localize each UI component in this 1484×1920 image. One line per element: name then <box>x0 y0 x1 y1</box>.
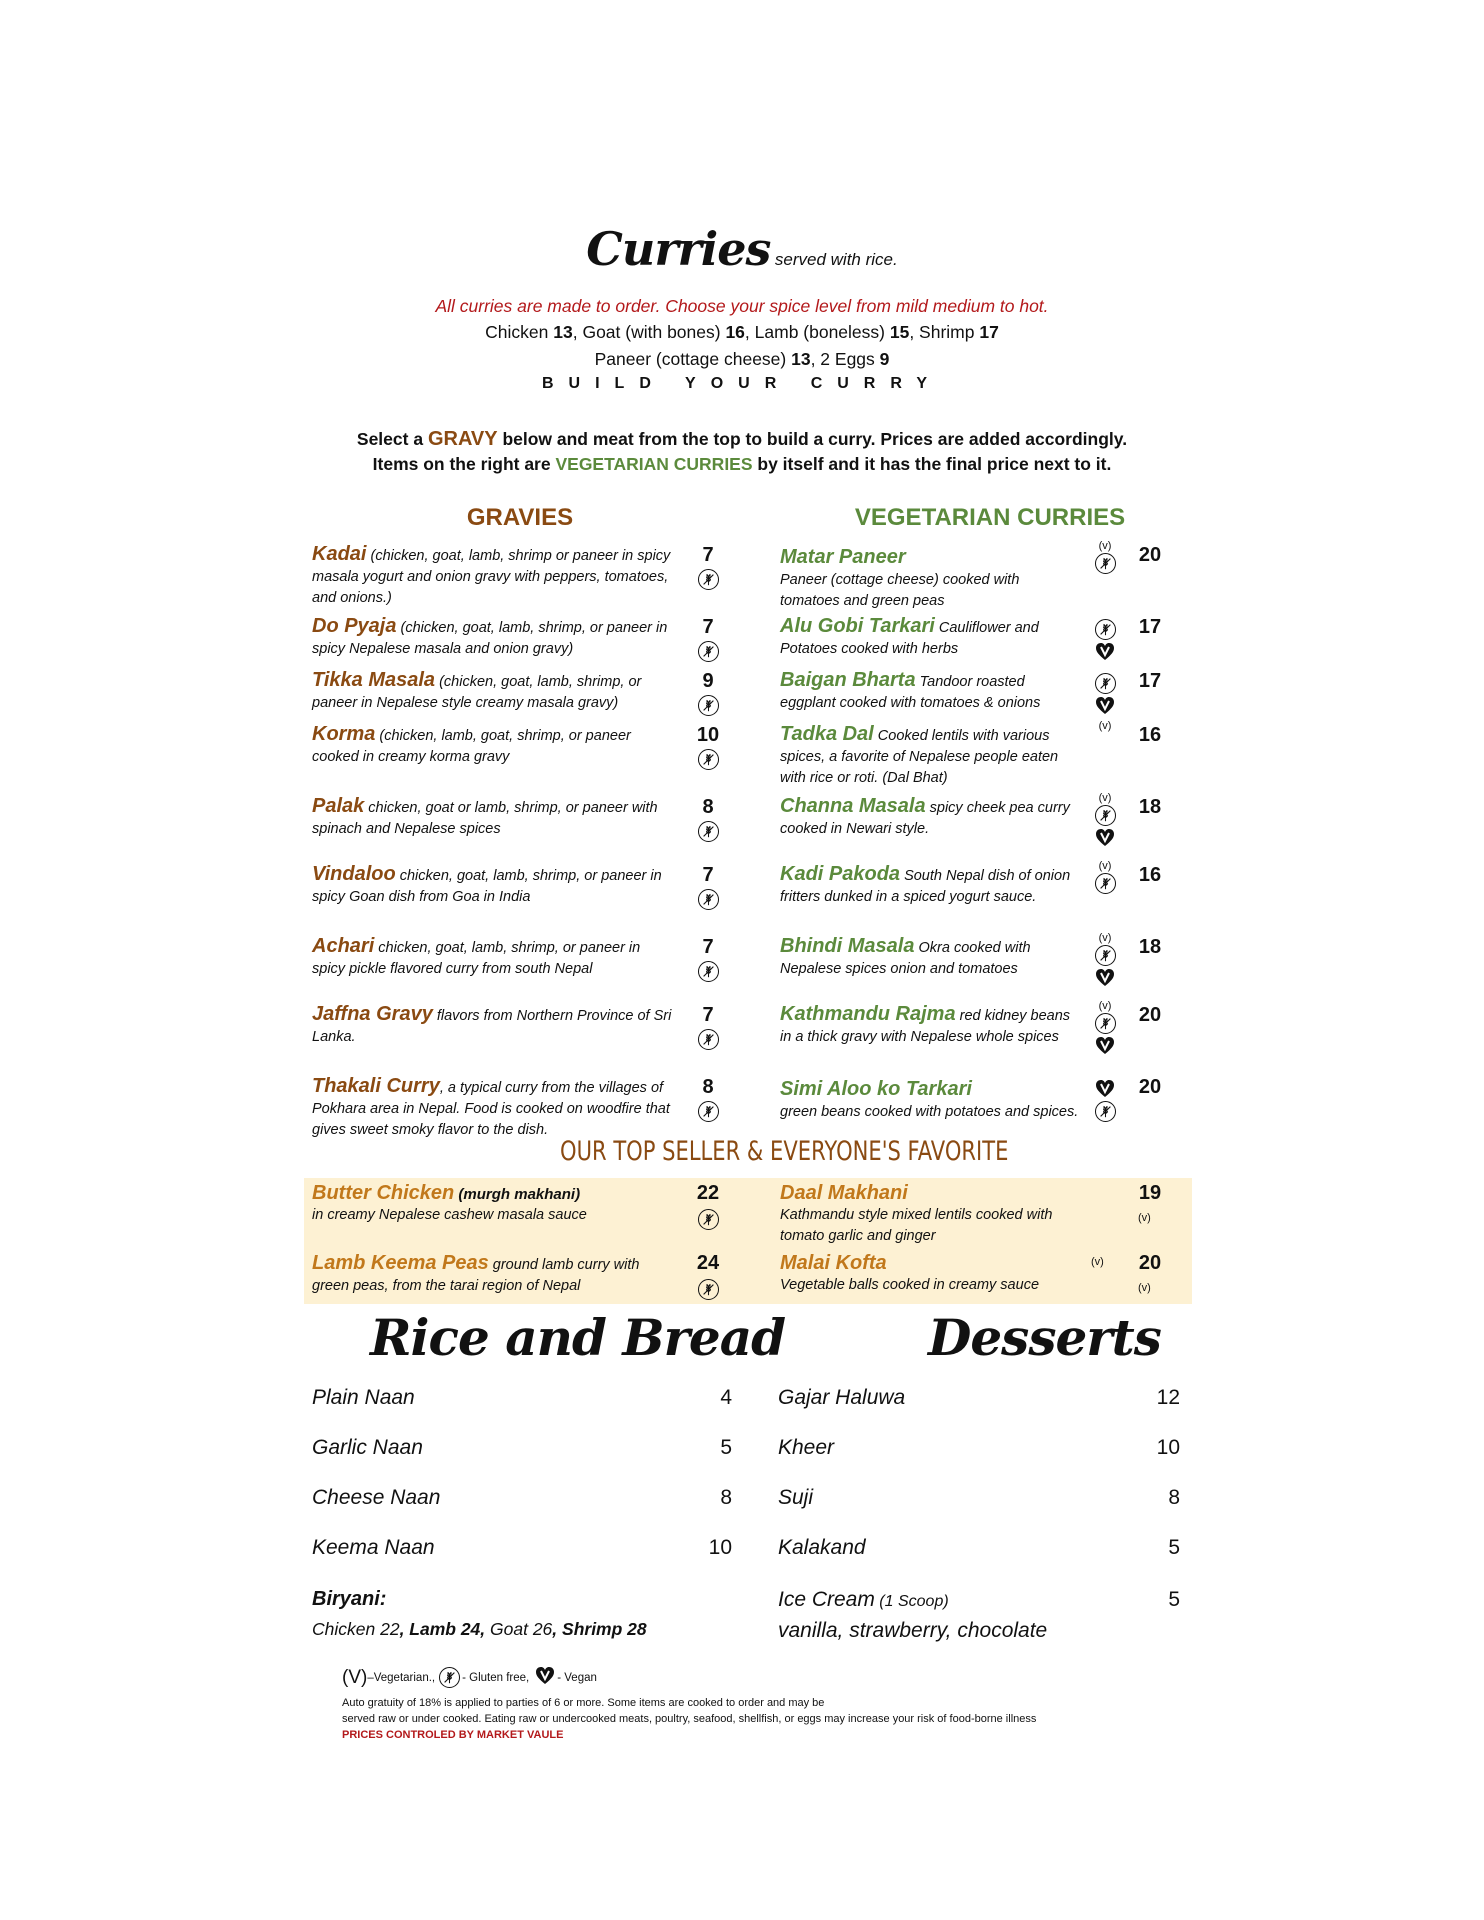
veg-price: 20 <box>1138 1076 1162 1098</box>
vegan-icon <box>1095 968 1115 988</box>
vegetarian-mark: (v) <box>1098 1000 1112 1012</box>
rice-bread-item-name: Keema Naan <box>312 1536 435 1559</box>
item-description: chicken, goat, lamb, shrimp, or paneer in spicy Goan dish from Goa in India <box>312 868 662 905</box>
item-name: Butter Chicken <box>312 1182 455 1204</box>
rice-bread-item-price: 5 <box>720 1436 732 1459</box>
ice-cream-price: 5 <box>1168 1588 1180 1611</box>
gravy-diet-icons <box>695 694 721 717</box>
raw-food-warning: served raw or under cooked. Eating raw or undercooked meats, poultry, seafood, shellfish, or eggs may increase your risk of food-borne illness <box>342 1713 1037 1725</box>
item-description: Tandoor roasted eggplant cooked with tomatoes & onions <box>780 674 1041 711</box>
item-name: Tikka Masala <box>312 669 436 691</box>
dessert-item-price: 8 <box>1168 1486 1180 1509</box>
gravy-price: 9 <box>702 670 714 692</box>
dessert-item-price: 10 <box>1156 1436 1180 1459</box>
instruction-line2: Items on the right are VEGETARIAN CURRIES by itself and it has the final price next to it. <box>372 454 1112 474</box>
vegan-icon <box>1095 696 1115 716</box>
item-description: Cooked lentils with various spices, a favorite of Nepalese people eaten with rice or roti. (Dal Bhat) <box>780 728 1059 786</box>
veg-price: 16 <box>1138 864 1162 886</box>
item-description: chicken, goat, lamb, shrimp, or paneer in spicy pickle flavored curry from south Nepal <box>312 940 641 977</box>
gluten-free-icon <box>1095 1101 1116 1122</box>
item-name: Kadi Pakoda <box>780 863 901 885</box>
rice-bread-item-price: 10 <box>708 1536 732 1559</box>
veg-price: 18 <box>1138 936 1162 958</box>
veg-item <box>780 1004 1080 1048</box>
gravy-diet-icons <box>695 1100 721 1123</box>
gluten-free-icon <box>698 749 719 770</box>
rice-bread-heading: Rice and Bread <box>370 1308 786 1367</box>
item-description: South Nepal dish of onion fritters dunked in a spiced yogurt sauce. <box>780 868 1071 905</box>
item-name: Thakali Curry <box>312 1075 440 1097</box>
rice-bread-item-price: 4 <box>720 1386 732 1409</box>
veg-item <box>780 796 1080 840</box>
page-title: Curries <box>586 222 771 276</box>
order-notice: All curries are made to order. Choose your spice level from mild medium to hot. <box>435 296 1049 316</box>
item-name: Malai Kofta <box>780 1252 887 1274</box>
vegetarian-heading: VEGETARIAN CURRIES <box>854 504 1126 531</box>
lamb-keema-item: Lamb Keema Peas ground lamb curry with green peas, from the tarai region of Nepal <box>312 1252 692 1297</box>
vegetarian-mark: (v) <box>1098 540 1112 552</box>
item-name: Korma <box>312 723 376 745</box>
item-name: Do Pyaja <box>312 615 397 637</box>
rice-bread-item-name: Cheese Naan <box>312 1486 441 1509</box>
gravy-diet-icons <box>695 748 721 771</box>
gluten-free-icon <box>698 695 719 716</box>
gratuity-note: Auto gratuity of 18% is applied to parties of 6 or more. Some items are cooked to order and may be <box>342 1697 825 1709</box>
gravy-item <box>312 670 677 714</box>
gravy-price: 7 <box>702 544 714 566</box>
item-description: green peas, from the tarai region of Nepal <box>312 1278 581 1294</box>
item-name: Bhindi Masala <box>780 935 915 957</box>
gravy-diet-icons <box>695 1028 721 1051</box>
gravy-price: 10 <box>696 724 720 746</box>
gluten-free-icon <box>698 961 719 982</box>
item-name: Vindaloo <box>312 863 396 885</box>
dessert-item-name: Kheer <box>778 1436 835 1459</box>
gluten-free-icon <box>1095 1013 1116 1034</box>
item-description: (chicken, goat, lamb, shrimp, or paneer in Nepalese style creamy masala gravy) <box>312 674 642 711</box>
item-description: Cauliflower and Potatoes cooked with herbs <box>780 620 1039 657</box>
gluten-free-icon <box>439 1667 460 1688</box>
gravy-price: 8 <box>702 796 714 818</box>
item-description: Okra cooked with Nepalese spices onion and tomatoes <box>780 940 1031 977</box>
daal-makhani-price: 19 <box>1138 1182 1162 1204</box>
item-description: (chicken, lamb, goat, shrimp, or paneer cooked in creamy korma gravy <box>312 728 631 765</box>
gluten-free-icon <box>698 1279 719 1300</box>
market-price-note: PRICES CONTROLED BY MARKET VAULE <box>342 1729 564 1741</box>
vegetarian-mark: (v) <box>1098 720 1112 732</box>
vegan-icon <box>1095 1036 1115 1056</box>
item-description: in creamy Nepalese cashew masala sauce <box>312 1207 587 1223</box>
gluten-free-icon <box>698 641 719 662</box>
gravy-diet-icons <box>695 888 721 911</box>
gravy-diet-icons <box>695 820 721 843</box>
veg-diet-icons <box>1092 672 1118 717</box>
veg-diet-icons <box>1092 932 1118 989</box>
gravy-item <box>312 1004 677 1048</box>
item-description: Vegetable balls cooked in creamy sauce <box>780 1277 1040 1293</box>
vegetarian-mark: (v) <box>1098 860 1112 872</box>
item-name: Palak <box>312 795 365 817</box>
item-description: flavors from Northern Province of Sri Lanka. <box>312 1008 672 1045</box>
dessert-item-price: 5 <box>1168 1536 1180 1559</box>
gravy-price: 7 <box>702 616 714 638</box>
butter-chicken-icons <box>695 1208 721 1231</box>
veg-price: 16 <box>1138 724 1162 746</box>
item-description: (chicken, goat, lamb, shrimp or paneer in spicy masala yogurt and onion gravy with peppers, tomatoes, and onions.) <box>312 548 671 606</box>
gluten-free-icon <box>698 889 719 910</box>
veg-item <box>780 864 1080 908</box>
vegetarian-mark: (v) <box>1091 1256 1104 1268</box>
item-name: Channa Masala <box>780 795 926 817</box>
gravy-diet-icons <box>695 960 721 983</box>
butter-chicken-price: 22 <box>696 1182 720 1204</box>
veg-diet-icons <box>1092 618 1118 663</box>
vegetarian-mark: (v) <box>1098 932 1112 944</box>
item-description: spicy cheek pea curry cooked in Newari style. <box>780 800 1070 837</box>
gravy-price: 8 <box>702 1076 714 1098</box>
ice-cream-flavors: vanilla, strawberry, chocolate <box>778 1619 1048 1642</box>
gluten-free-icon <box>1095 553 1116 574</box>
gluten-free-icon <box>1095 805 1116 826</box>
veg-price: 20 <box>1138 1004 1162 1026</box>
gluten-free-icon <box>698 821 719 842</box>
item-description: green beans cooked with potatoes and spices. <box>780 1104 1079 1120</box>
veg-item <box>780 670 1080 714</box>
veg-diet-icons <box>1092 1078 1118 1123</box>
dessert-item-name: Kalakand <box>778 1536 866 1559</box>
gravies-heading: GRAVIES <box>466 504 574 531</box>
gluten-free-icon <box>1095 619 1116 640</box>
gravy-item <box>312 864 677 908</box>
veg-diet-icons <box>1092 860 1118 895</box>
vegetarian-mark: (v) <box>1138 1212 1151 1224</box>
biryani-label: Biryani: <box>312 1588 387 1610</box>
rice-bread-item-price: 8 <box>720 1486 732 1509</box>
gravy-item <box>312 544 677 609</box>
veg-item <box>780 1076 1080 1123</box>
veg-item <box>780 724 1080 789</box>
veg-price: 20 <box>1138 544 1162 566</box>
dessert-item-name: Suji <box>778 1486 814 1509</box>
veg-price: 17 <box>1138 616 1162 638</box>
item-name: Kathmandu Rajma <box>780 1003 956 1025</box>
gluten-free-icon <box>698 1029 719 1050</box>
veg-diet-icons <box>1092 792 1118 849</box>
butter-chicken-item: Butter Chicken (murgh makhani) in creamy Nepalese cashew masala sauce <box>312 1182 692 1226</box>
desserts-heading: Desserts <box>928 1308 1161 1367</box>
daal-makhani-item <box>780 1182 1100 1247</box>
lamb-keema-price: 24 <box>696 1252 720 1274</box>
vegan-icon <box>1095 642 1115 662</box>
item-name: Daal Makhani <box>780 1182 908 1204</box>
item-description: chicken, goat or lamb, shrimp, or paneer with spinach and Nepalese spices <box>312 800 658 837</box>
gluten-free-icon <box>698 1209 719 1230</box>
gravy-price: 7 <box>702 1004 714 1026</box>
malai-kofta-item <box>780 1252 1100 1296</box>
meat-prices-line1: Chicken 13, Goat (with bones) 16, Lamb (boneless) 15, Shrimp 17 <box>485 322 999 342</box>
rice-bread-item-name: Garlic Naan <box>312 1436 423 1459</box>
gravy-item <box>312 936 677 980</box>
item-name: Matar Paneer <box>780 546 906 568</box>
gluten-free-icon <box>698 1101 719 1122</box>
veg-diet-icons <box>1092 1000 1118 1057</box>
veg-price: 17 <box>1138 670 1162 692</box>
rice-bread-item-name: Plain Naan <box>312 1386 415 1409</box>
gravy-item <box>312 616 677 660</box>
build-your-curry: BUILD YOUR CURRY <box>541 375 942 392</box>
item-name: Lamb Keema Peas <box>312 1252 489 1274</box>
gravy-item <box>312 724 677 768</box>
biryani-prices: Chicken 22, Lamb 24, Goat 26, Shrimp 28 <box>312 1619 647 1639</box>
veg-item <box>780 936 1080 980</box>
dessert-item-price: 12 <box>1156 1386 1180 1409</box>
dessert-item-name: Gajar Haluwa <box>778 1386 906 1409</box>
gluten-free-icon <box>698 569 719 590</box>
vegan-icon <box>535 1666 555 1689</box>
item-name: Tadka Dal <box>780 723 874 745</box>
item-description: Paneer (cottage cheese) cooked with tomatoes and green peas <box>780 572 1020 609</box>
vegetarian-mark: (v) <box>1098 792 1112 804</box>
page-header <box>0 222 1484 276</box>
item-name: Baigan Bharta <box>780 669 916 691</box>
gluten-free-icon <box>1095 873 1116 894</box>
vegan-icon <box>1095 828 1115 848</box>
lamb-keema-icons <box>695 1278 721 1301</box>
item-name: Simi Aloo ko Tarkari <box>780 1078 972 1100</box>
legend: (V) –Vegetarian., - Gluten free, - Vegan <box>342 1666 597 1688</box>
item-name: Achari <box>312 935 375 957</box>
item-description: Kathmandu style mixed lentils cooked with tomato garlic and ginger <box>780 1207 1053 1244</box>
gravy-price: 7 <box>702 936 714 958</box>
item-description: , a typical curry from the villages of Pokhara area in Nepal. Food is cooked on woodfire that gives sweet smoky flavor to the dish. <box>312 1080 670 1138</box>
item-name: Kadai <box>312 543 367 565</box>
malai-kofta-price: 20 <box>1138 1252 1162 1274</box>
gravy-diet-icons <box>695 568 721 591</box>
veg-diet-icons <box>1092 720 1118 732</box>
favorites-heading: OUR TOP SELLER & EVERYONE'S FAVORITE <box>560 1136 1009 1167</box>
page-subtitle: served with rice. <box>774 250 898 269</box>
legend-v: (V) <box>342 1666 368 1688</box>
gravy-diet-icons <box>695 640 721 663</box>
gravy-item <box>312 796 677 840</box>
gluten-free-icon <box>1095 945 1116 966</box>
vegan-icon <box>1095 1079 1115 1099</box>
veg-diet-icons <box>1092 540 1118 575</box>
item-name: Jaffna Gravy <box>312 1003 433 1025</box>
item-description: red kidney beans in a thick gravy with Nepalese whole spices <box>780 1008 1071 1045</box>
veg-price: 18 <box>1138 796 1162 818</box>
instruction-line1: Select a GRAVY below and meat from the top to build a curry. Prices are added accordingly. <box>356 428 1128 450</box>
gravy-price: 7 <box>702 864 714 886</box>
veg-item <box>780 544 1080 612</box>
meat-prices-line2: Paneer (cottage cheese) 13, 2 Eggs 9 <box>594 349 890 369</box>
gluten-free-icon <box>1095 673 1116 694</box>
item-description: (chicken, goat, lamb, shrimp, or paneer in spicy Nepalese masala and onion gravy) <box>312 620 668 657</box>
gravy-item <box>312 1076 677 1141</box>
veg-item <box>780 616 1080 660</box>
vegetarian-mark: (v) <box>1138 1282 1151 1294</box>
item-name: Alu Gobi Tarkari <box>780 615 935 637</box>
ice-cream-item: Ice Cream (1 Scoop) <box>778 1588 949 1611</box>
